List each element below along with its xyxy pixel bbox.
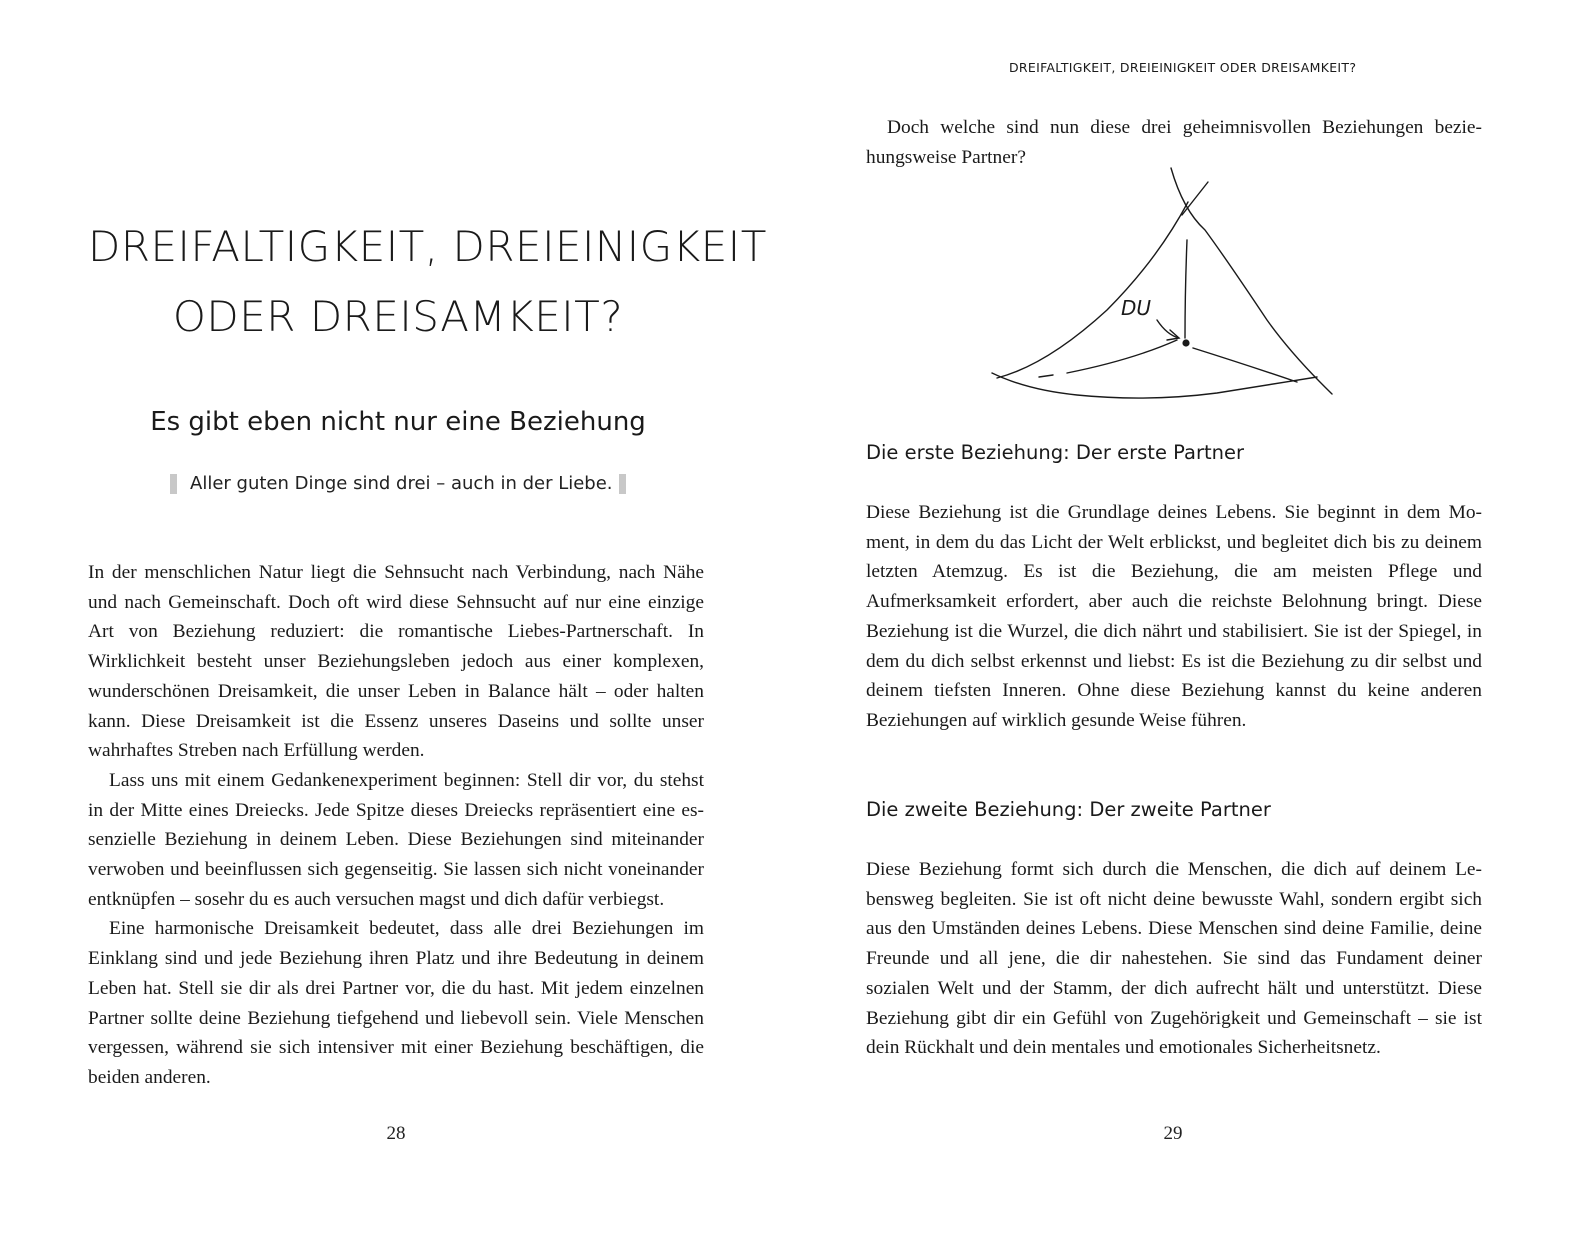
section-second-body xyxy=(866,855,1482,1063)
chapter-title-line-1: DREIFALTIGKEIT, DREIEINIGKEIT xyxy=(88,222,767,271)
page-number: 29 xyxy=(1163,1123,1183,1144)
paragraph: Eine harmonische Dreisamkeit bedeutet, dass alle drei Beziehungen im Einklang sind und jede Beziehung ihren Platz und ihre Bedeutung in deinem Leben hat. Stell sie dir als drei Partner vor, die du hast. Mit jedem einzelnen Partner sollte deine Beziehung tiefgehend und liebevoll sein. Viele Menschen vergessen, während sie sich intensiver mit einer Beziehung beschäftigen, die beiden anderen. xyxy=(88,918,704,1088)
running-header: DREIFALTIGKEIT, DREIEINIGKEIT ODER DREISAMKEIT? xyxy=(1009,60,1357,75)
center-dot xyxy=(1182,339,1189,346)
triangle-inner-line-tick xyxy=(1039,375,1053,377)
right-page xyxy=(797,0,1594,1240)
chapter-title xyxy=(88,212,767,352)
paragraph: Diese Beziehung formt sich durch die Menschen, die dich auf deinem Lebensweg begleiten. Sie ist oft nicht deine bewusste Wahl, sondern ergibt sich aus den Umständen deines Lebens. Diese Menschen sind deine Familie, deine Freunde und all jene, die dir nahestehen. Sie sind das Fundament deiner sozialen Welt und der Stamm, der dich aufrecht hält und unterstützt. Diese Beziehung gibt dir ein Gefühl von Zugehörigkeit und Gemeinschaft – sie ist dein Rückhalt und dein mentales und emotionales Sicherheitsnetz. xyxy=(866,859,1482,1059)
epigraph-quote-text: Aller guten Dinge sind drei – auch in der Liebe. xyxy=(190,473,613,494)
paragraph: Lass uns mit einem Gedankenexperiment beginnen: Stell dir vor, du stehst in der Mitte eines Dreiecks. Jede Spitze dieses Dreiecks repräsentiert eine essenzielle Beziehung in deinem Leben. Diese Beziehungen sind miteinander verwoben und beeinflussen sich gegenseitig. Sie lassen sich nicht voneinander entknüpfen – sosehr du es auch versuchen magst und dich dafür verbiegst. xyxy=(88,769,704,910)
page-number: 28 xyxy=(386,1123,406,1144)
triangle-left-edge xyxy=(997,202,1188,378)
triangle-right-edge xyxy=(1171,168,1332,394)
triangle-inner-line-top xyxy=(1185,240,1187,338)
paragraph: Doch welche sind nun diese drei geheimnisvollen Beziehungen beziehungsweise Partner? xyxy=(866,117,1482,168)
epigraph-quote xyxy=(170,468,626,500)
chapter-subtitle: Es gibt eben nicht nur eine Beziehung xyxy=(150,407,646,437)
hand-drawn-triangle-sketch xyxy=(987,160,1347,410)
triangle-inner-line-right xyxy=(1193,348,1297,382)
triangle-top-cross-stroke xyxy=(1182,182,1208,215)
quote-bar-left xyxy=(170,474,177,494)
quote-bar-right xyxy=(619,474,626,494)
du-label: DU xyxy=(1121,296,1152,320)
section-heading-second: Die zweite Beziehung: Der zweite Partner xyxy=(866,798,1271,821)
section-heading-first: Die erste Beziehung: Der erste Partner xyxy=(866,441,1245,464)
section-first-body xyxy=(866,498,1482,736)
paragraph: In der menschlichen Natur liegt die Sehnsucht nach Verbindung, nach Nähe und nach Gemeinschaft. Doch oft wird diese Sehnsucht auf nur eine einzige Art von Beziehung reduziert: die romantische Liebes-Partnerschaft. In Wirklichkeit besteht unser Beziehungsleben jedoch aus einer komplexen, wunderschönen Dreisamkeit, die unser Leben in Balance hält – oder halten kann. Diese Dreisamkeit ist die Essenz unseres Daseins und sollte unser wahrhaftes Streben nach Erfüllung werden. xyxy=(88,562,704,762)
triangle-inner-line-left xyxy=(1067,340,1177,373)
left-body-text xyxy=(88,558,704,1093)
paragraph: Diese Beziehung ist die Grundlage deines Lebens. Sie beginnt in dem Moment, in dem du das Licht der Welt erblickst, und begleitet dich bis zu deinem letzten Atemzug. Es ist die Beziehung, die am meisten Pflege und Aufmerksamkeit erfordert, aber auch die reichste Belohnung bringt. Diese Beziehung ist die Wurzel, die dich nährt und stabilisiert. Sie ist der Spiegel, in dem du dich selbst erkennst und liebst: Es ist die Beziehung zu dir selbst und deinem tiefsten Inneren. Ohne diese Beziehung kannst du keine anderen Beziehungen auf wirklich gesunde Weise führen. xyxy=(866,502,1482,731)
chapter-title-line-2: ODER DREISAMKEIT? xyxy=(172,292,624,341)
